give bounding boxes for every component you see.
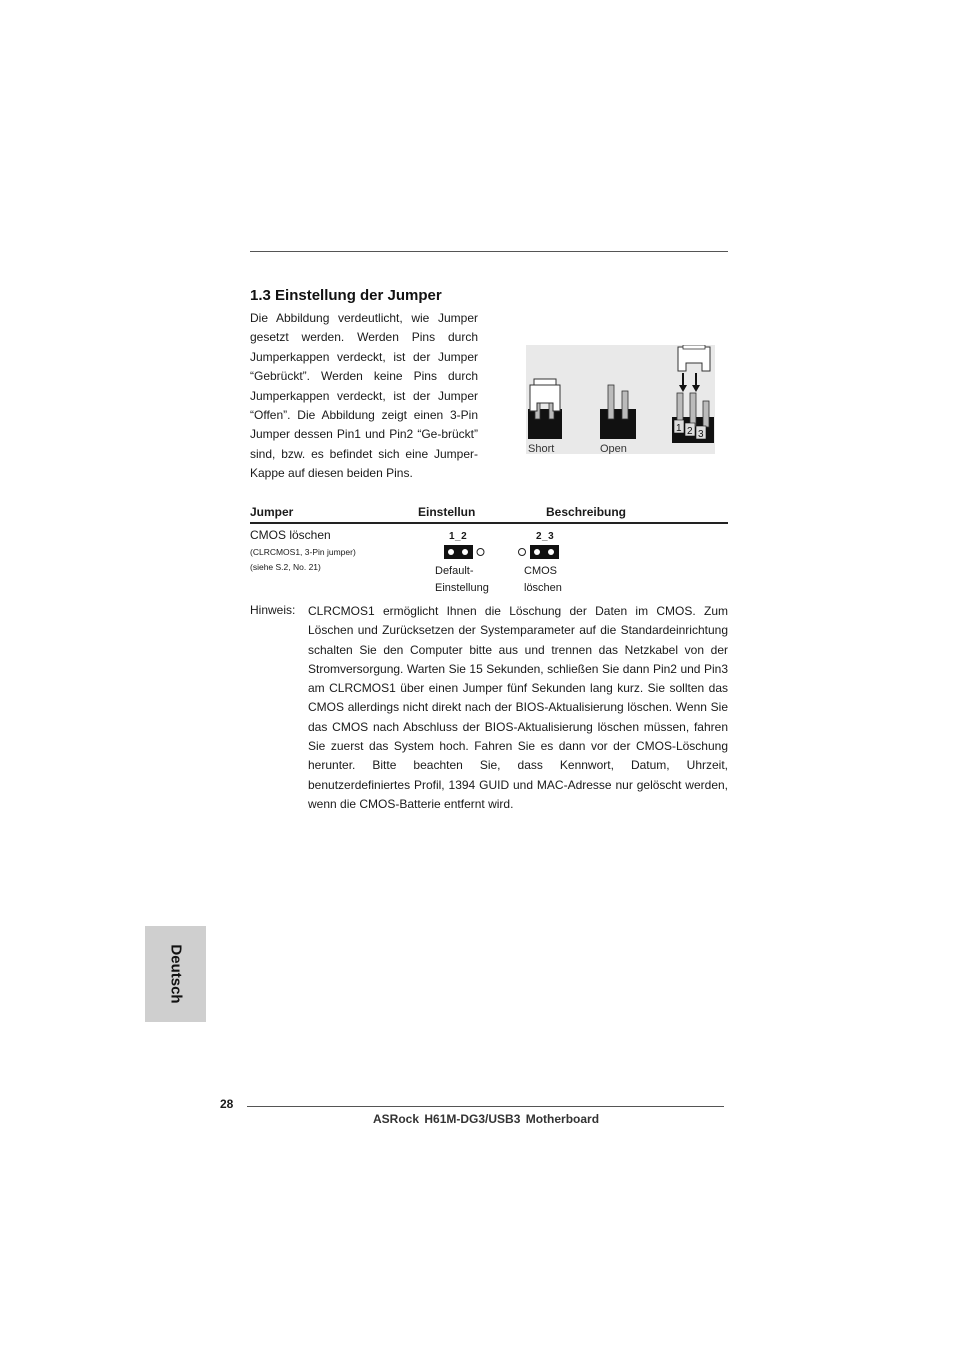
- header-setting: Einstellun: [418, 505, 476, 519]
- jumper-reference: (siehe S.2, No. 21): [250, 562, 321, 572]
- short-label: Short: [528, 443, 555, 454]
- note-text: CLRCMOS1 ermöglicht Ihnen die Löschung der Daten im CMOS. Zum Löschen und Zurücksetzen der Systemparameter auf die Standardeinrichtung schalten Sie den Computer bitte aus und trennen das Netzkabel von der Stromversorgung. Warten Sie 15 Sekunden, schließen Sie dann Pin2 und Pin3 am CLRCMOS1 über einen Jumper fünf Sekunden lang kurz. Sie sollten das CMOS allerdings nicht direkt nach der BIOS-Aktualisierung löschen. Wenn Sie das CMOS nach Abschluss der BIOS-Aktualisierung löschen müssen, fahren Sie zuerst das System hoch. Fahren Sie es dann vor der CMOS-Löschung herunter. Bitte beachten Sie, dass Kennwort, Datum, Uhrzeit, benutzerdefiniertes Profil, 1394 GUID und MAC-Adresse nur gelöscht werden, wenn die CMOS-Batterie entfernt wird.: [308, 604, 728, 811]
- page-number: 28: [220, 1097, 234, 1111]
- jumper-illustration: [526, 345, 715, 454]
- jumper-name: CMOS löschen: [250, 528, 331, 542]
- header-description: Beschreibung: [546, 505, 627, 519]
- section-title: 1.3 Einstellung der Jumper: [250, 287, 442, 304]
- table-header-rule: [250, 522, 728, 524]
- three-pin-jumper-graphic: [672, 345, 714, 443]
- setting-default-pins: 1_2: [449, 531, 468, 542]
- open-jumper-graphic: [600, 385, 636, 439]
- setting-clear-pins: 2_3: [536, 531, 555, 542]
- language-tab-label: Deutsch: [167, 944, 184, 1004]
- pin-number-3: 3: [698, 429, 704, 440]
- pin-header-default-icon: [444, 544, 488, 565]
- pin-number-2: 2: [687, 426, 693, 437]
- footer-product: ASRock H61M-DG3/USB3 Motherboard: [373, 1112, 600, 1126]
- short-jumper-graphic: [528, 379, 562, 439]
- language-tab: [145, 926, 206, 1022]
- open-label: Open: [600, 443, 627, 454]
- setting-clear-caption-1: CMOS: [524, 565, 557, 577]
- setting-clear-caption-2: löschen: [524, 582, 562, 594]
- footer-divider: [247, 1106, 724, 1107]
- note-label: Hinweis:: [250, 603, 296, 617]
- setting-default-caption-1: Default-: [435, 565, 474, 577]
- pin-header-clear-icon: [514, 544, 560, 565]
- intro-paragraph: Die Abbildung verdeutlicht, wie Jumper gesetzt werden. Werden Pins durch Jumperkappen verdeckt, ist der Jumper “Gebrückt”. Werden keine Pins durch Jumperkappen verdeckt, ist der Jumper “Offen”. Die Abbildung zeigt einen 3-Pin Jumper dessen Pin1 und Pin2 “Ge-brückt” sind, bzw. es befindet sich eine Jumper-Kappe auf diesen beiden Pins.: [250, 311, 478, 481]
- top-divider: [250, 251, 728, 252]
- jumper-id: (CLRCMOS1, 3-Pin jumper): [250, 547, 356, 557]
- setting-default-caption-2: Einstellung: [435, 582, 489, 594]
- pin-number-1: 1: [676, 423, 682, 434]
- header-jumper: Jumper: [250, 505, 294, 519]
